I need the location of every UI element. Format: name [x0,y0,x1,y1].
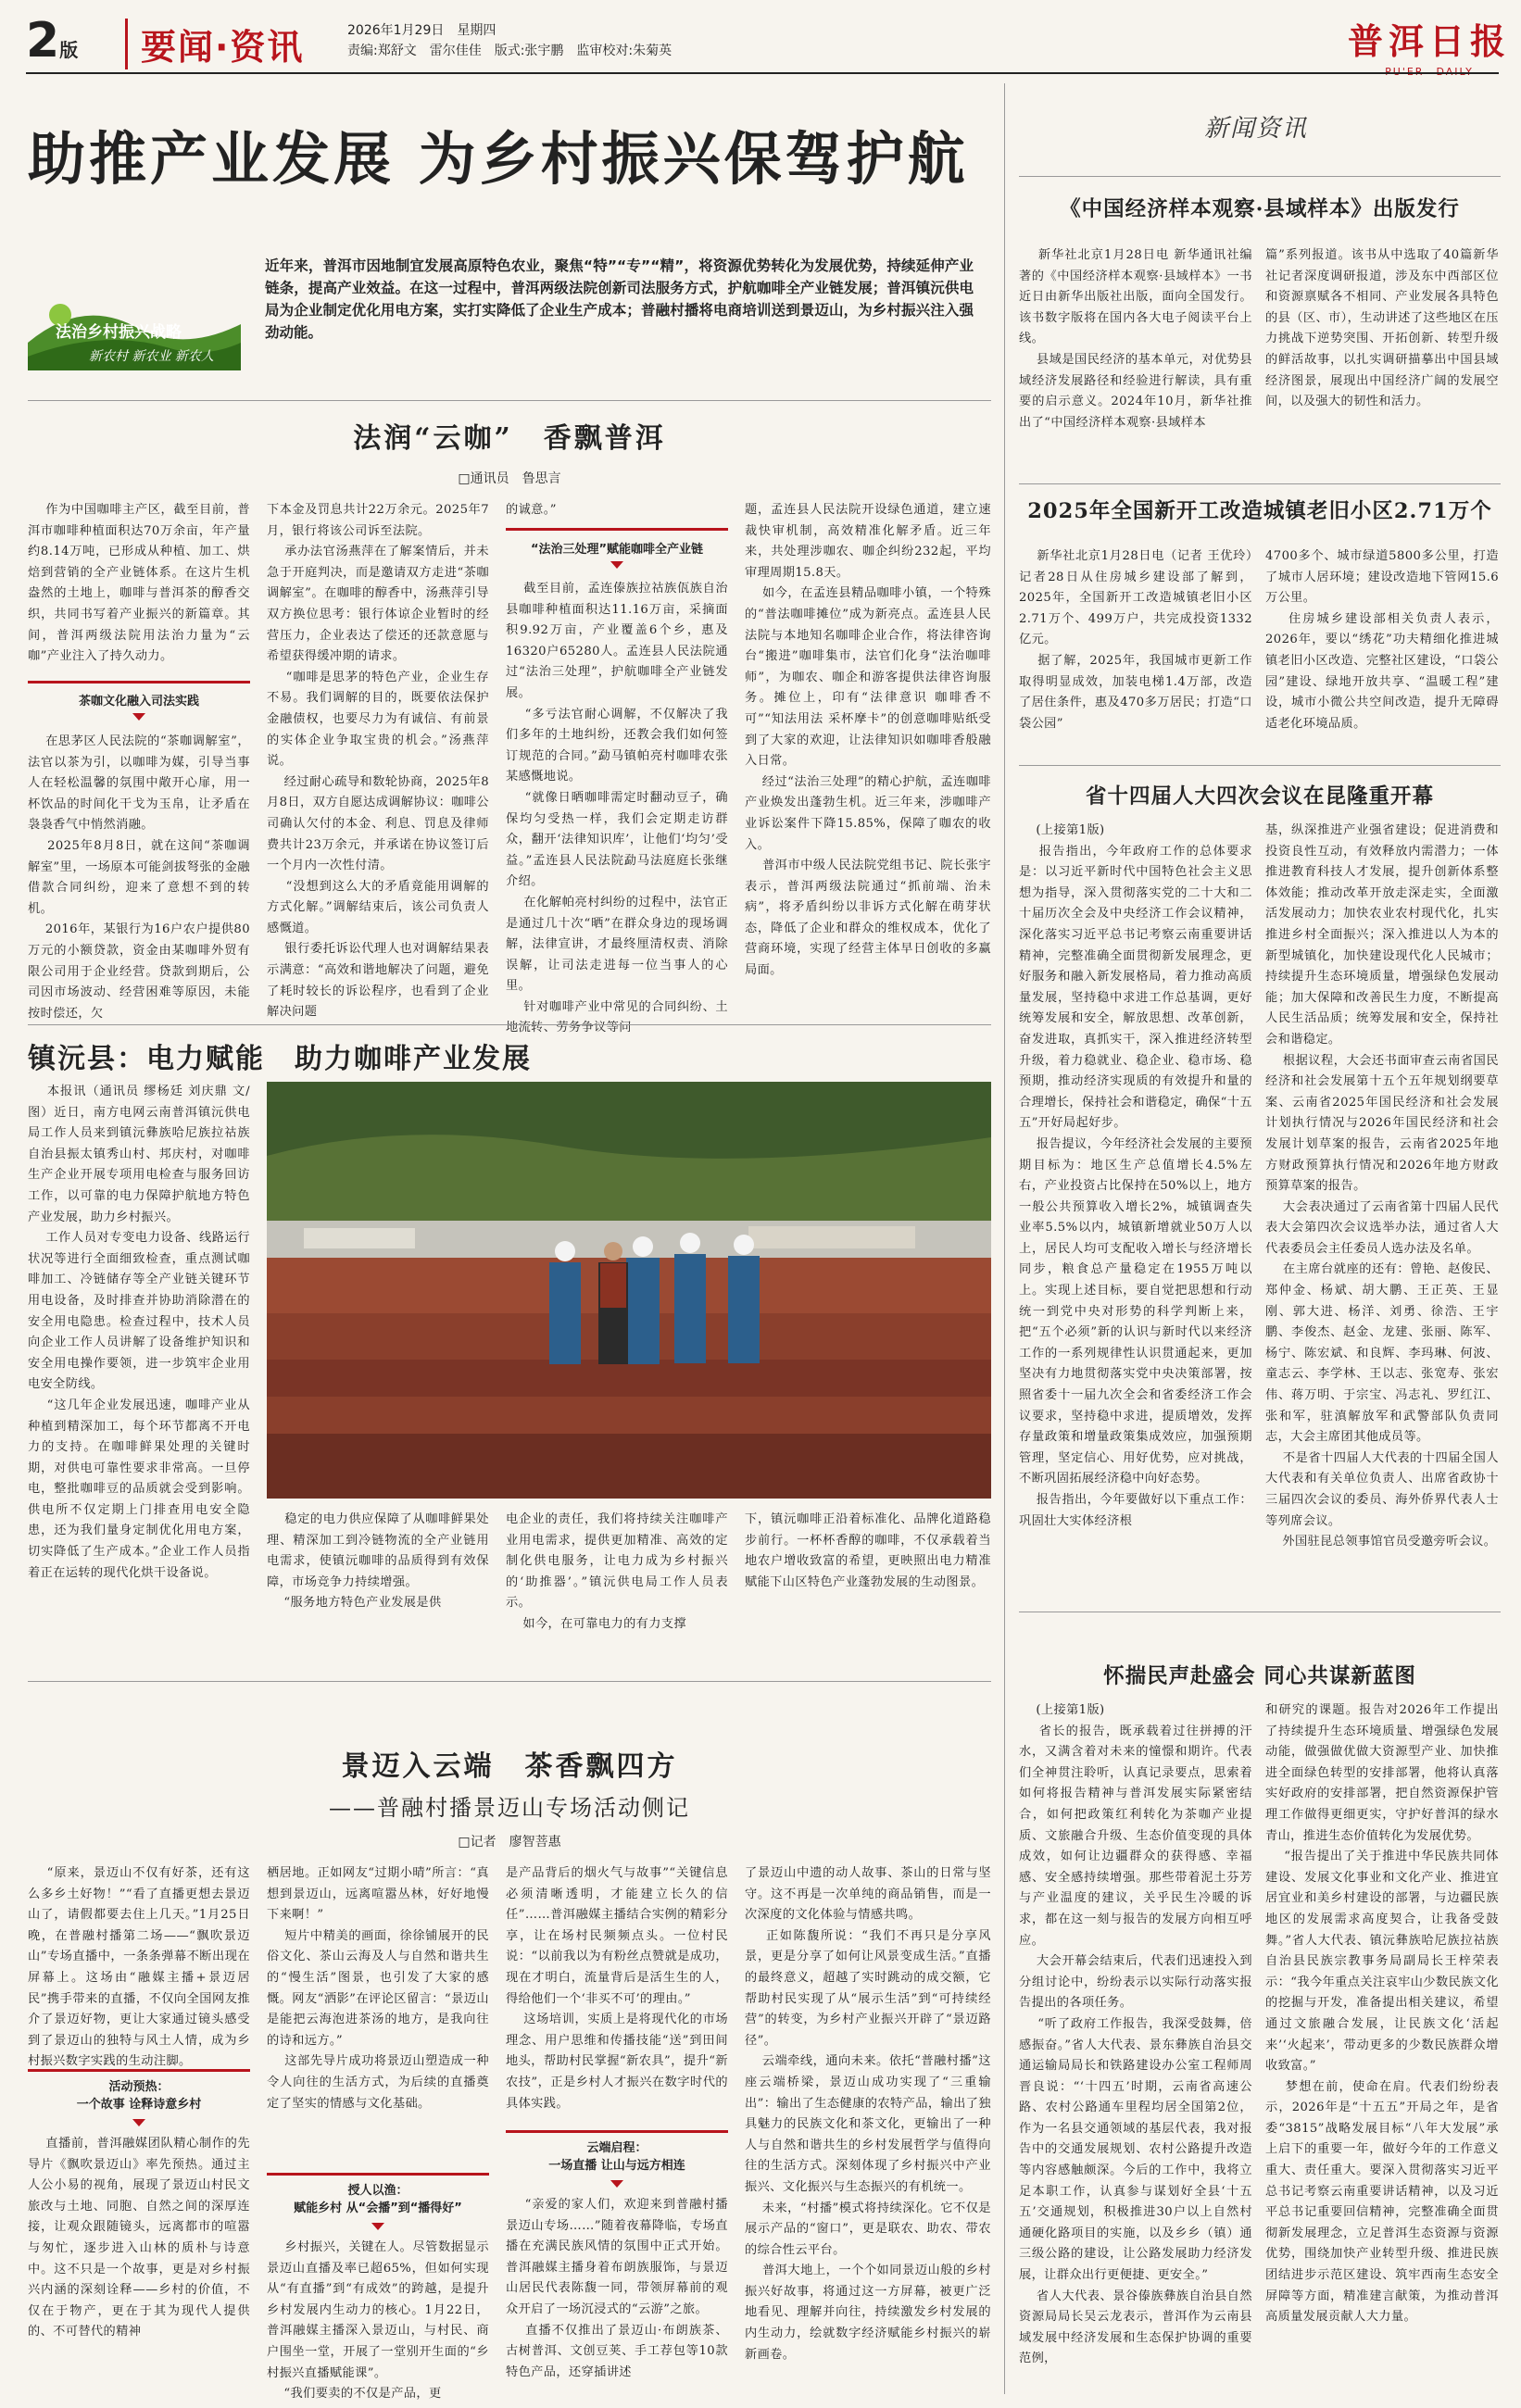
article-1-col-1: 作为中国咖啡主产区，截至目前，普洱市咖啡种植面积达70万余亩，年产量约8.14万吨，已形成从种植、加工、烘焙到营销的全产业链体系。在这片生机盎然的土地上，咖啡与普洱茶的醇香交织，共同书写着产业振兴的新篇章。其间，普洱两级法院用法治力量为“云咖”产业注入了持久动力。 [28,503,250,664]
article-1-col-1b: 在思茅区人民法院的“茶咖调解室”，法官以茶为引，以咖啡为媒，引导当事人在轻松温馨的氛围中敞开心扉，用一杯饮品的时间化干戈为玉帛，让矛盾在袅袅香气中悄然消融。 2025年8月8日，就在这间“茶咖调解室”里，一场原本可能剑拔弩张的金融借款合同纠纷，迎来了意想不到的转机。 2016年，某银行为16户农户提供80万元的小额贷款，资金由某咖啡外贸有限公司用于企业经营。贷款到期后，公司因市场波动、经营困难等原因，未能按时偿还，欠 [28,734,250,1021]
article-1-col-4: 题，孟连县人民法院开设绿色通道，建立速裁快审机制，高效精准化解矛盾。近三年来，共处理涉咖农、咖企纠纷232起，平均审理周期15.8天。 如今，在孟连县精品咖啡小镇，一个特殊的“普法咖啡摊位”成为新亮点。孟连县人民法院与本地知名咖啡企业合作，将法律咨询台“搬进”咖啡集市，法官们化身“法治咖啡师”，为咖农、咖企和游客提供法律咨询服务。摊位上，印有“法律意识 咖啡香不可”“知法用法 采杯摩卡”的创意咖啡贴纸受到了大家的欢迎，让法律知识如咖啡香般融入日常。 经过“法治三处理”的精心护航，孟连咖啡产业焕发出蓬勃生机。近三年来，涉咖啡产业诉讼案件下降15.85%，保障了咖农的收入。 普洱市中级人民法院党组书记、院长张宇表示，普洱两级法院通过“抓前端、治未病”，将矛盾纠纷以非诉方式化解在萌芽状态，降低了企业和群众的维权成本，优化了营商环境，实现了经营主体早日创收的多赢局面。 [745,503,991,978]
banner-rule [28,400,991,401]
news-3-col-1: (上接第1版) 报告指出，今年政府工作的总体要求是：以习近平新时代中国特色社会主义思想为指导，深入贯彻落实党的二十大和二十届历次全会及中央经济工作会议精神，深化落实习近平总书记考察云南重要讲话精神，完整准确全面贯彻新发展理念，更好服务和融入新发展格局，着力推动高质量发展，坚持稳中求进工作总基调，更好统筹发展和安全，解放思想、改革创新，奋发进取，真抓实干，深入推进经济转型升级，着力稳就业、稳企业、稳市场、稳预期，推动经济实现质的有效提升和量的合理增长，保持社会和谐稳定，确保“十五五”开好局起好步。 报告提议，今年经济社会发展的主要预期目标为：地区生产总值增长4.5%左右，产业投资占比保持在50%以上，地方一般公共预算收入增长2%，城镇调查失业率5.5%以内，城镇新增就业50万人以上，居民人均可支配收入增长与经济增长同步，粮食总产量稳定在1955万吨以上。实现上述目标，要自觉把思想和行动统一到党中央对形势的科学判断上来，把“五个必须”新的认识与新时代以来经济工作的一系列规律性认识贯通起来，更加坚决有力地贯彻落实党中央决策部署，按照省委十一届九次全会和省委经济工作会议要求，坚持稳中求进，提质增效，发挥存量政策和增量政策集成效应，加强预期管理，坚定信心、用好优势，应对挑战，不断巩固拓展经济稳中向好态势。 报告指出，今年要做好以下重点工作：巩固壮大实体经济根 [1019,823,1252,1528]
page-number: 2版 [26,13,79,69]
article-1-rule [28,1024,991,1025]
banner-column-tag: 法治乡村振兴战略 新农村 新农业 新农人 [28,278,241,370]
news-3-title: 省十四届人大四次会议在昆隆重开幕 [1085,784,1434,809]
article-3-byline: □记者 廖智菩惠 [458,1835,561,1850]
subhead-bar [506,2130,728,2133]
article-1-col-3: 的诚意。” [506,503,557,517]
issue-date: 2026年1月29日 星期四 [347,23,497,38]
news-label-rule [1019,176,1501,177]
article-1-title: 法润“云咖” 香飘普洱 [353,422,666,455]
subhead-bar [267,2173,489,2176]
news-2-col-2: 4700多个、城市绿道5800多公里，打造了城市人居环境；建设改造地下管网15.6万公里。 住房城乡建设部相关负责人表示，2026年，要以“绣花”功夫精细化推进城镇老旧小区改造、完整社区建设，“口袋公园”建设、绿地开放共享、“温暖工程”建设，城市小微公共空间改造，提升无障碍适老化环境品质。 [1265,549,1499,731]
article-1-subhead-1: 茶咖文化融入司法实践 [78,695,199,709]
article-3-title: 景迈入云端 茶香飘四方 [341,1750,678,1783]
banner-intro: 近年来，普洱市因地制宜发展高原特色农业，聚焦“特”“专”“精”，将资源优势转化为发展优势，持续延伸产业链条，提高产业效益。在这一过程中，普洱两级法院创新司法服务方式，护航咖啡全产业链发展；普洱镇沅供电局为企业制定优化用电方案，实打实降低了企业生产成本；普融村播将电商培训送到景迈山，为乡村振兴注入强劲动能。 [265,257,974,341]
article-3-col-3: 是产品背后的烟火气与故事”“关键信息必须清晰透明，才能建立长久的信任”……普洱融媒主播结合实例的精彩分享，让在场村民频频点头。一位村民说：“以前我以为有粉丝点赞就是成功，现在才明白，流量背后是活生生的人，得给他们一个‘非买不可’的理由。” 这场培训，实质上是将现代化的市场理念、用户思维和传播技能“送”到田间地头，帮助村民掌握“新农具”，提升“新农技”，正是乡村人才振兴在数字时代的具体实践。 [506,1866,728,2111]
article-1-col-3b: 截至目前，孟连傣族拉祜族佤族自治县咖啡种植面积达11.16万亩，采摘面积9.92万亩，产业覆盖6个乡，惠及16320户65280人。孟连县人民法院通过“法治三处理”，护航咖啡全产业链发展。 “多亏法官耐心调解，不仅解决了我们多年的土地纠纷，还教会我们如何签订规范的合同。”勐马镇帕亮村咖啡农张某感慨地说。 “就像日晒咖啡需定时翻动豆子，确保均匀受热一样，我们会定期走访群众，翻开‘法律知识库’，让他们‘均匀’受益。”孟连县人民法院勐马法庭庭长张继介绍。 在化解帕亮村纠纷的过程中，法官正是通过几十次“晒”在群众身边的现场调解，法律宣讲，才最终厘清权责、消除误解，让司法走进每一位当事人的心里。 针对咖啡产业中常见的合同纠纷、土地流转、劳务争议等问 [506,582,729,1035]
banner-title: 助推产业发展 为乡村振兴保驾护航 [28,125,969,193]
article-1-byline: □通讯员 鲁思言 [458,471,561,486]
subhead-arrow [610,2180,623,2188]
article-2-col-4: 下，镇沅咖啡正沿着标准化、品牌化道路稳步前行。一杯杯香醇的咖啡，不仅承载着当地农户增收致富的希望，更映照出电力精准赋能下山区特色产业蓬勃发展的生动图景。 [745,1512,991,1589]
article-3-subhead-2: 授人以渔： 赋能乡村 从“会播”到“播得好” [294,2184,462,2215]
column-divider [1004,83,1005,2394]
article-2-title: 镇沅县：电力赋能 助力咖啡产业发展 [28,1043,532,1075]
article-1-col-2: 下本金及罚息共计22万余元。2025年7月，银行将该公司诉至法院。 承办法官汤燕萍在了解案情后，并未急于开庭判决，而是邀请双方走进“茶咖调解室”。在咖啡的醇香中，汤燕萍引导双方换位思考：银行体谅企业暂时的经营压力，企业表达了偿还的还款意愿与希望获得缓冲期的请求。 “咖啡是思茅的特色产业，企业生存不易。我们调解的目的，既要依法保护金融债权，也要尽力为有诚信、有前景的实体企业争取宝贵的机会。”汤燕萍说。 经过耐心疏导和数轮协商，2025年8月8日，双方自愿达成调解协议：咖啡公司确认欠付的本金、利息、罚息及律师费共计23万余元，并承诺在协议签订后一个月内一次性付清。 “没想到这么大的矛盾竟能用调解的方式化解。”调解结束后，该公司负责人感慨道。 银行委托诉讼代理人也对调解结果表示满意：“高效和谐地解决了问题，避免了耗时较长的诉讼程序，也看到了企业解决问题 [267,503,490,1020]
article-3-col-4: 了景迈山中遗的动人故事、茶山的日常与坚守。这不再是一次单纯的商品销售，而是一次深度的文化体验与情感共鸣。 正如陈馥所说：“我们不再只是分享风景，更是分享了如何让风景变成生活。”直播的最终意义，超越了实时跳动的成交额，它帮助村民实现了从“展示生活”到“可持续经营”的转变，为乡村产业振兴开辟了“景迈路径”。 云端牵线，通向未来。依托“普融村播”这座云端桥梁，景迈山成功实现了“三重输出”：输出了生态健康的农特产品，输出了独具魅力的民族文化和茶文化，更输出了一种人与自然和谐共生的乡村发展哲学与值得向往的生活方式。深刻体现了乡村振兴中产业振兴、文化振兴与生态振兴的有机统一。 未来，“村播”模式将持续深化。它不仅是展示产品的“窗口”，更是联农、助农、带农的综合性云平台。 普洱大地上，一个个如同景迈山般的乡村振兴好故事，将通过这一方屏幕，被更广泛地看见、理解并向往，持续激发乡村发展的内生动力，绘就数字经济赋能乡村振兴的崭新画卷。 [745,1866,991,2362]
coffee-drying-photo [267,1082,991,1499]
news-4-col-1: (上接第1版) 省长的报告，既承载着过往拼搏的汗水，又满含着对未来的憧憬和期许。代表们全神贯注聆听，认真记录要点，思索着如何将报告精神与普洱发展实际紧密结合，如何把政策红利转化为茶咖产业提质、文旅融合升级、生态价值变现的具体成效，如何让边疆群众的获得感、幸福感、安全感持续增强。那些带着泥土芬芳与产业温度的建议，关乎民生冷暖的诉求，都在这一刻与报告的发展方向相互呼应。 大会开幕会结束后，代表们迅速投入到分组讨论中，纷纷表示以实际行动落实报告提出的各项任务。 “听了政府工作报告，我深受鼓舞，倍感振奋。”省人大代表、景东彝族自治县交通运输局局长和铁路建设办公室工程师周晋良说：“‘十四五’时期，云南省高速公路、农村公路通车里程均居全国第2位，作为一名县交通领域的基层代表，我对报告中的交通发展规划、农村公路提升改造等内容感触颇深。今后的工作中，我将立足本职工作，认真参与谋划好全县‘十五五’交通规划，积极推进30户以上自然村通硬化路项目的实施，以及乡乡（镇）通三级公路的建设，让公路发展助力经济发展，让群众出行更便捷、更安全。” 省人大代表、景谷傣族彝族自治县自然资源局局长吴云龙表示，普洱作为云南县域发展中经济发展和生态保护协调的重要范例， [1019,1703,1252,2366]
article-3-subtitle: ——普融村播景迈山专场活动侧记 [329,1795,690,1821]
news-2-col-1: 新华社北京1月28日电（记者 王优玲）记者28日从住房城乡建设部了解到，2025年，全国新开工改造城镇老旧小区2.71万个、499万户，共完成投资1332亿元。 据了解，2025年，我国城市更新工作取得明显成效，加装电梯1.4万部，改造了居住条件，惠及470多万居民；打造“口袋公园” [1019,549,1252,731]
article-3-subhead-1: 活动预热： 一个故事 诠释诗意乡村 [76,2080,202,2112]
article-2-col-2: 稳定的电力供应保障了从咖啡鲜果处理、精深加工到冷链物流的全产业链用电需求，使镇沅咖啡的品质得到有效保障，市场竞争力持续增强。 “服务地方特色产业发展是供 [267,1512,489,1611]
news-1-rule [1019,483,1501,484]
article-3-col-2b: 乡村振兴，关键在人。尽管数据显示景迈山直播及率已超65%，但如何实现从“有直播”到“有成效”的跨越，是提升乡村发展内生动力的核心。1月22日，普洱融媒主播深入景迈山，与村民、商户围坐一堂，开展了一堂别开生面的“乡村振兴直播赋能课”。 “我们要卖的不仅是产品，更 [267,2240,489,2402]
masthead-logo: 普洱日报 PU'ER DAILY [1348,20,1512,78]
article-3-col-2: 栖居地。正如网友“过期小晴”所言：“真想到景迈山，远离喧嚣丛林，好好地慢下来啊！” 短片中精美的画面，徐徐铺展开的民俗文化、茶山云海及人与自然和谐共生的“慢生活”图景，也引发了大家的感慨。网友“洒影”在评论区留言：“景迈山是能把云海泡进茶汤的地方，是我向往的诗和远方。” 这部先导片成功将景迈山塑造成一种令人向往的生活方式，为后续的直播奠定了坚实的情感与文化基础。 [267,1866,489,2111]
subhead-arrow [371,2223,384,2230]
article-2-rule [28,1681,991,1682]
subhead-bar [28,681,250,684]
article-3-subhead-3: 云端启程： 一场直播 让山与远方相连 [548,2141,685,2173]
news-4-title: 怀揣民声赴盛会 同心共谋新蓝图 [1103,1664,1416,1688]
subhead-arrow [132,713,145,721]
news-3-col-2: 基，纵深推进产业强省建设；促进消费和投资良性互动，有效释放内需潜力；一体推进教育科技人才发展，提升创新体系整体效能；推动改革开放走深走实，全面激活发展动力；加快农业农村现代化，扎实推进乡村全面振兴；深入推进以人为本的新型城镇化，加快建设现代化人民城市；持续提升生态环境质量，增强绿色发展动能；加大保障和改善民生力度，不断提高人民生活品质；统筹发展和安全，保持社会和谐稳定。 根据议程，大会还书面审查云南省国民经济和社会发展第十五个五年规划纲要草案、云南省2025年国民经济和社会发展计划执行情况与2026年国民经济和社会发展计划草案的报告，云南省2025年地方财政预算执行情况和2026年地方财政预算草案的报告。 大会表决通过了云南省第十四届人民代表大会第四次会议选举办法，通过省人大代表委员会主任委员人选办法及名单。 在主席台就座的还有：曾艳、赵俊民、郑仲金、杨斌、胡大鹏、王正英、王显刚、郭大进、杨洋、刘勇、徐浩、王宇鹏、李俊杰、赵金、龙建、张丽、陈军、杨宁、陈宏斌、和良辉、李玛琳、何波、童志云、李学林、王以志、张宽寿、张宏伟、蒋万明、于宗宝、冯志礼、罗红江、张和军，驻滇解放军和武警部队负责同志，大会主席团其他成员等。 不是省十四届人大代表的十四届全国人大代表和有关单位负责人、出席省政协十三届四次会议的委员、海外侨界代表人士等列席会议。 外国驻昆总领事馆官员受邀旁听会议。 [1265,823,1499,1549]
news-1-col-2: 篇”系列报道。该书从中选取了40篇新华社记者深度调研报道，涉及东中西部区位和资源禀赋各不相同、产业发展各具特色的县（区、市），生动讲述了这些地区在压力挑战下逆势突围、开拓创新、转型升级的鲜活故事，以扎实调研描摹出中国县域经济图景，展现出中国经济广阔的发展空间，以及强大的韧性和活力。 [1265,248,1499,409]
editors-line: 责编:郑舒文 雷尔佳佳 版式:张宇鹏 监审校对:朱菊英 [347,44,673,58]
article-2-col-3: 电企业的责任，我们将持续关注咖啡产业用电需求，提供更加精准、高效的定制化供电服务，让电力成为乡村振兴的‘助推器’。”镇沅供电局工作人员表示。 如今，在可靠电力的有力支撑 [506,1512,728,1631]
article-3-col-1: “原来，景迈山不仅有好茶，还有这么多乡土好物！”“看了直播更想去景迈山了，请假都要去住上几天。”1月25日晚，在普融村播第二场——“飘吹景迈山”专场直播中，一条条弹幕不断出现在屏幕上。这场由“融媒主播+景迈居民”携手带来的直播，不仅向全国网友推介了景迈好物，更让大家通过镜头感受到了景迈山的独特与风土人情，成为乡村振兴数字实践的生动注脚。 [28,1866,251,2069]
subhead-bar [28,2069,250,2072]
subhead-arrow [132,2119,145,2126]
article-3-col-3b: “亲爱的家人们，欢迎来到普融村播景迈山专场……”随着夜幕降临，专场直播在充满民族风情的氛围中正式开始。普洱融媒主播身着布朗族服饰，与景迈山居民代表陈馥一同，带领屏幕前的观众开启了一场沉浸式的“云游”之旅。 直播不仅推出了景迈山·布朗族茶、古树普洱、文创豆荚、手工荐包等10款特色产品，还穿插讲述 [506,2198,729,2379]
article-1-subhead-2: “法治三处理”赋能咖啡全产业链 [530,543,704,557]
article-3-col-1b: 直播前，普洱融媒团队精心制作的先导片《飘吹景迈山》率先预热。通过主人公小易的视角，展现了景迈山村民文旅改与土地、同胞、自然之间的深厚连接，让观众跟随镜头，远离都市的喧嚣与匆忙，逐步进入山林的质朴与诗意中。这不只是一个故事，更是对乡村振兴内涵的深刻诠释——乡村的价值，不仅在于物产，更在于其为现代人提供的、不可替代的精神 [28,2137,250,2339]
section-title: 要闻·资讯 [125,19,304,69]
news-2-rule [1019,765,1501,766]
news-1-col-1: 新华社北京1月28日电 新华通讯社编著的《中国经济样本观察·县域样本》一书近日由新华出版社出版，面向全国发行。该书数字版将在国内各大电子阅读平台上线。 县域是国民经济的基本单元，对优势县域经济发展路径和经验进行解读，具有重要的启示意义。2024年10月，新华社推出了“中国经济样本观察·县域样本 [1019,248,1252,430]
news-1-title: 《中国经济样本观察·县域样本》出版发行 [1060,197,1460,221]
news-2-title: 2025年全国新开工改造城镇老旧小区2.71万个 [1027,499,1492,523]
subhead-arrow [610,561,623,569]
subhead-bar [506,528,728,531]
header-rule [26,72,1499,74]
news-4-col-2: 和研究的课题。报告对2026年工作提出了持续提升生态环境质量、增强绿色发展动能，做强做优做大资源型产业、加快推进全面绿色转型的安排部署，他将认真落实好政府的安排部署，把自然资源保护管理工作做得更细更实，守护好普洱的绿水青山，推进生态价值转化为发展优势。 “报告提出了关于推进中华民族共同体建设、发展文化事业和文化产业、推进宜居宜业和美乡村建设的部署，与边疆民族地区的发展需求高度契合，让我备受鼓舞。”省人大代表、镇沅彝族哈尼族拉祜族自治县民族宗教事务局副局长王梓荣表示：“我今年重点关注哀牢山少数民族文化的挖掘与开发，准备提出相关建议，希望通过文旅融合发展，让民族文化‘活起来’‘火起来’，带动更多的少数民族群众增收致富。” 梦想在前，使命在肩。代表们纷纷表示，2026年是“十五五”开局之年，是省委“3815”战略发展目标“八年大发展”承上启下的重要一年，做好今年的工作意义重大、责任重大。要深入贯彻落实习近平总书记考察云南重要讲话精神，以及习近平总书记重要回信精神，完整准确全面贯彻新发展理念，立足普洱生态资源与资源优势，围绕加快产业转型升级、推进民族团结进步示范区建设、筑牢西南生态安全屏障等方面，精准建言献策，为推动普洱高质量发展贡献人大力量。 [1265,1703,1499,2325]
article-2-photo [267,1082,991,1499]
news-column-label: 新闻资讯 [1204,115,1309,143]
article-2-col-1: 本报讯（通讯员 缪杨廷 刘庆鼎 文/图）近日，南方电网云南普洱镇沅供电局工作人员来到镇沅彝族哈尼族拉祜族自治县振太镇秀山村、邦庆村，对咖啡生产企业开展专项用电检查与服务回访工作，以可靠的电力保障护航地方特色产业发展，助力乡村振兴。 工作人员对专变电力设备、线路运行状况等进行全面细致检查，重点测试咖啡加工、冷链储存等全产业链关键环节用电设备，及时排查并协助消除潜在的安全用电隐患。检查过程中，技术人员向企业工作人员讲解了设备维护知识和安全用电操作要领，进一步筑牢企业用电安全防线。 “这几年企业发展迅速，咖啡产业从种植到精深加工，每个环节都离不开电力的支持。在咖啡鲜果处理的关键时期，对供电可靠性要求非常高。一旦停电，整批咖啡豆的品质就会受到影响。供电所不仅定期上门排查用电安全隐患，还为我们量身定制优化用电方案，切实降低了生产成本。”企业工作人员指着正在运转的现代化烘干设备说。 [28,1085,251,1580]
